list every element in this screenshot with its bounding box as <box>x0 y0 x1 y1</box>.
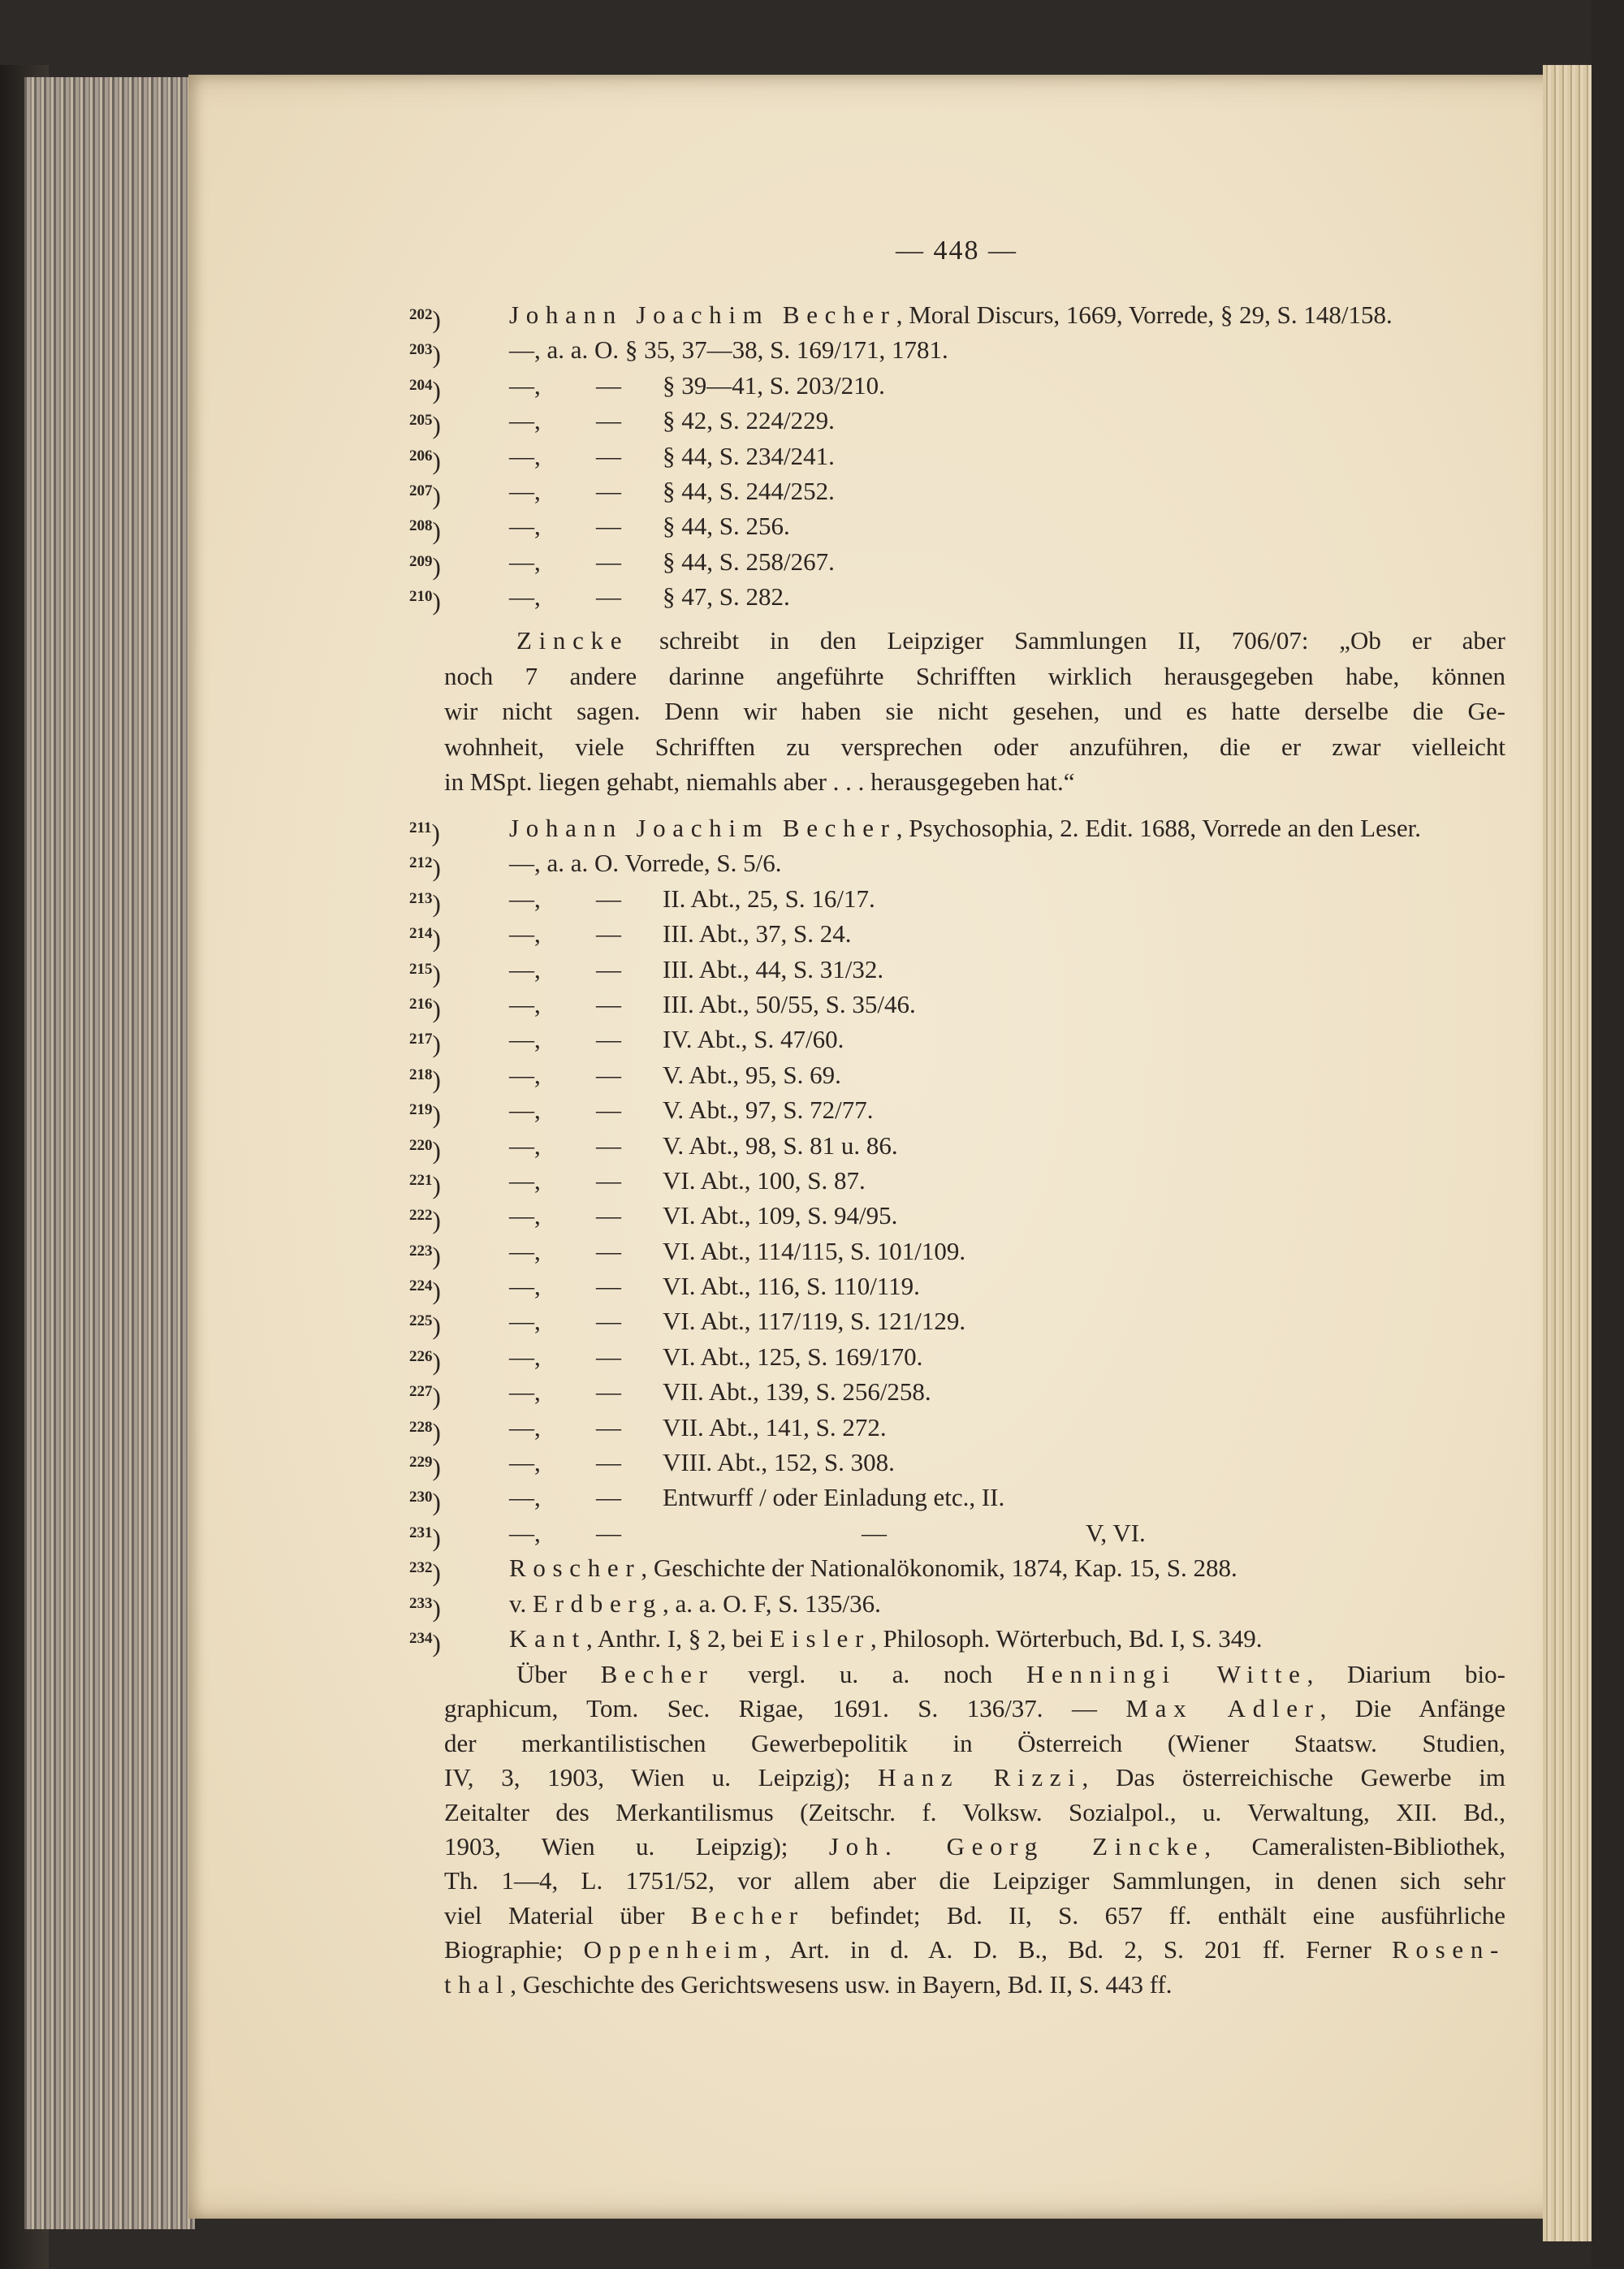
text-segment: wir nicht sagen. Denn wir haben sie nicht gesehen, und es hatte derselbe die Ge- <box>444 697 1505 726</box>
page-number: — 448 — <box>896 236 1017 266</box>
facing-page-edge <box>1543 65 1592 2241</box>
footnote-number: $^{214}$) <box>409 924 441 953</box>
footnote-number-text: 227 <box>409 1383 433 1401</box>
ditto-dash: — <box>596 1165 621 1195</box>
footnote-217 <box>409 1022 1514 1057</box>
text-segment: Über <box>516 1660 601 1688</box>
footnote-number-text: 212 <box>409 854 433 872</box>
paragraph-line <box>444 623 1505 659</box>
spaced-name: Zincke <box>516 626 629 655</box>
footnote-text: § 44, S. 258/267. <box>663 547 835 576</box>
bibliography-paragraph <box>444 1657 1505 2002</box>
spaced-name: Henningi Witte <box>1026 1660 1307 1688</box>
text-segment: , Anthr. I, § 2, bei <box>585 1623 770 1653</box>
paragraph-line <box>444 659 1505 694</box>
footnote-number: $^{219}$) <box>409 1100 441 1130</box>
ditto-dash: —, <box>509 884 541 913</box>
ditto-dash: —, <box>509 1342 541 1371</box>
footnote-number: $^{211}$) <box>409 819 440 847</box>
paragraph-line <box>444 1864 1505 1898</box>
footnote-text <box>509 1621 1262 1656</box>
footnotes-block-1 <box>409 297 1514 615</box>
footnote-number: $^{221}$) <box>409 1170 441 1199</box>
ditto-dash: — <box>596 1342 621 1371</box>
footnote-number: $^{209}$) <box>409 551 441 581</box>
page-stack-edge <box>24 77 195 2229</box>
paragraph-line <box>444 1830 1505 1864</box>
footnote-number-text: 203 <box>409 341 433 359</box>
footnote-number-text: 211 <box>409 819 432 836</box>
ditto-dash: — <box>596 370 621 400</box>
ditto-dash: —, <box>509 547 541 576</box>
footnote-number: $^{213}$) <box>409 888 441 918</box>
footnote-text: § 42, S. 224/229. <box>663 406 835 435</box>
footnote-230 <box>409 1480 1514 1515</box>
footnote-number-text: 217 <box>409 1031 433 1048</box>
ditto-dash: — <box>596 512 621 541</box>
text-segment: v. <box>509 1588 533 1618</box>
footnote-text: III. Abt., 44, S. 31/32. <box>663 954 884 983</box>
footnote-210 <box>409 579 1514 614</box>
ditto-dash: —, <box>509 919 541 949</box>
paragraph-line <box>444 1796 1505 1830</box>
footnote-text: VI. Abt., 125, S. 169/170. <box>663 1342 923 1371</box>
spaced-name: Hanz Rizzi <box>878 1763 1082 1792</box>
footnote-text: VII. Abt., 141, S. 272. <box>663 1412 887 1441</box>
paragraph-line <box>444 729 1505 765</box>
footnote-text: VI. Abt., 100, S. 87. <box>663 1165 866 1195</box>
ditto-dash: —, <box>509 1377 541 1407</box>
footnote-text: V. Abt., 97, S. 72/77. <box>663 1096 874 1125</box>
footnote-number-text: 204 <box>409 376 433 394</box>
text-segment: der merkantilistischen Gewerbepolitik in Österreich (Wiener Staatsw. Studien, <box>444 1728 1505 1757</box>
spaced-name: Oppenheim <box>583 1935 765 1964</box>
text-segment: noch 7 andere darinne angeführte Schrifften wirklich herausgegeben habe, können <box>444 661 1505 690</box>
footnote-212 <box>409 845 1514 883</box>
footnote-202 <box>409 297 1514 332</box>
text-segment: Zeitalter des Merkantilismus (Zeitschr. f. Volksw. Sozialpol., u. Verwaltung, XII. Bd., <box>444 1797 1505 1826</box>
footnote-208 <box>409 508 1514 546</box>
footnote-number: $^{217}$) <box>409 1030 441 1059</box>
ditto-dash: —, <box>509 1236 541 1265</box>
footnote-221 <box>409 1163 1514 1198</box>
text-segment: vergl. u. a. noch <box>714 1660 1026 1688</box>
footnote-number: $^{234}$) <box>409 1628 441 1657</box>
ditto-dash: —, <box>509 1448 541 1477</box>
ditto-dash: —, <box>509 512 541 541</box>
footnote-number-text: 207 <box>409 482 433 499</box>
footnote-223 <box>409 1234 1514 1268</box>
footnote-text: VI. Abt., 116, S. 110/119. <box>663 1272 920 1301</box>
footnote-219 <box>409 1092 1514 1130</box>
footnote-number-text: 232 <box>409 1559 433 1577</box>
paragraph-line <box>444 1727 1505 1761</box>
ditto-dash: —, <box>509 582 541 612</box>
text-segment: 1903, Wien u. Leipzig); <box>444 1831 829 1861</box>
ditto-dash: —, <box>509 1060 541 1089</box>
ditto-dash: — <box>596 1377 621 1407</box>
ditto-dash: — <box>596 1412 621 1441</box>
text-segment: , Geschichte der Nationalökonomik, 1874, Kap. 15, S. 288. <box>641 1554 1237 1583</box>
spaced-name: Eisler <box>769 1623 870 1653</box>
text-segment: , Diarium bio- <box>1307 1660 1505 1688</box>
footnote-number: $^{231}$) <box>409 1523 441 1552</box>
ditto-dash: —, <box>509 1201 541 1230</box>
ditto-dash: — <box>596 406 621 435</box>
footnote-number-text: 222 <box>409 1207 433 1225</box>
paragraph-line <box>444 1761 1505 1795</box>
text-segment: , Psychosophia, 2. Edit. 1688, Vorrede an den Leser. <box>896 814 1422 842</box>
paragraph-line <box>444 1968 1505 2002</box>
ditto-dash: — <box>596 582 621 612</box>
footnote-number-text: 205 <box>409 412 433 430</box>
footnote-number-text: 214 <box>409 925 433 943</box>
ditto-dash: —, <box>509 1412 541 1441</box>
footnote-number: $^{212}$) <box>409 854 441 883</box>
footnote-number-text: 226 <box>409 1347 433 1365</box>
footnote-number-text: 233 <box>409 1594 433 1612</box>
text-segment: , Philosoph. Wörterbuch, Bd. I, S. 349. <box>870 1623 1263 1653</box>
ditto-dash: — <box>862 1518 887 1547</box>
footnote-number-text: 220 <box>409 1136 433 1154</box>
footnote-text: IV. Abt., S. 47/60. <box>663 1025 844 1054</box>
footnote-text <box>509 1550 1237 1585</box>
spaced-name: Kant <box>509 1623 586 1653</box>
footnote-number: $^{215}$) <box>409 959 441 988</box>
footnote-227 <box>409 1374 1514 1409</box>
text-segment: , Cameralisten-Bibliothek, <box>1204 1831 1506 1861</box>
footnote-number: $^{204}$) <box>409 375 441 404</box>
footnote-text: Entwurff / oder Einladung etc., II. <box>663 1483 1005 1512</box>
footnote-number: $^{222}$) <box>409 1206 441 1235</box>
footnote-number: $^{233}$) <box>409 1593 441 1623</box>
ditto-dash: — <box>596 1518 621 1547</box>
footnote-number-text: 224 <box>409 1277 433 1295</box>
spaced-name: Erdberg <box>533 1588 663 1618</box>
footnote-number: $^{203}$) <box>409 340 441 370</box>
footnote-207 <box>409 473 1514 508</box>
footnote-number-text: 230 <box>409 1489 433 1506</box>
footnote-text: VI. Abt., 114/115, S. 101/109. <box>663 1236 966 1265</box>
ditto-dash: —, <box>509 1307 541 1336</box>
ditto-dash: — <box>596 1025 621 1054</box>
footnote-number: $^{230}$) <box>409 1488 441 1517</box>
footnote-number-text: 215 <box>409 960 433 978</box>
ditto-dash: — <box>596 884 621 913</box>
footnote-text: VI. Abt., 117/119, S. 121/129. <box>663 1307 966 1336</box>
footnote-number: $^{226}$) <box>409 1346 441 1376</box>
ditto-dash: —, <box>509 1483 541 1512</box>
ditto-dash: — <box>596 919 621 949</box>
paragraph-line <box>444 1933 1505 1967</box>
footnote-225 <box>409 1303 1514 1341</box>
footnote-number: $^{210}$) <box>409 587 441 616</box>
footnote-205 <box>409 403 1514 438</box>
ditto-dash: —, <box>509 370 541 400</box>
footnotes-block-2 <box>409 810 1514 1656</box>
ditto-dash: — <box>596 1272 621 1301</box>
text-segment: in MSpt. liegen gehabt, niemahls aber . . . herausgegeben hat.“ <box>444 767 1075 797</box>
footnote-233 <box>409 1586 1514 1621</box>
footnote-203 <box>409 332 1514 370</box>
footnote-number: $^{225}$) <box>409 1312 441 1341</box>
spaced-name: Rosen- <box>1392 1935 1505 1964</box>
footnote-218 <box>409 1057 1514 1092</box>
footnote-211 <box>409 810 1514 845</box>
footnote-213 <box>409 881 1514 916</box>
footnote-number-text: 208 <box>409 517 433 535</box>
footnote-number-text: 231 <box>409 1523 433 1541</box>
ditto-dash: —, <box>509 406 541 435</box>
footnote-text <box>509 1586 881 1621</box>
paragraph-line <box>444 1657 1505 1692</box>
footnote-text: § 47, S. 282. <box>663 582 790 612</box>
footnote-number: $^{202}$) <box>409 305 441 334</box>
spaced-name: Becher <box>690 1900 805 1930</box>
footnote-text: II. Abt., 25, S. 16/17. <box>663 884 875 913</box>
ditto-dash: —, <box>509 1518 541 1547</box>
paragraph-line <box>444 764 1505 800</box>
paragraph-line <box>444 1692 1505 1726</box>
footnote-number: $^{227}$) <box>409 1382 441 1411</box>
footnote-text: VII. Abt., 139, S. 256/258. <box>663 1377 931 1407</box>
footnote-text <box>509 332 948 367</box>
background-edge <box>1592 0 1624 2269</box>
footnote-text <box>509 810 1421 845</box>
ditto-dash: — <box>596 1201 621 1230</box>
ditto-dash: — <box>596 441 621 470</box>
footnote-text: V. Abt., 95, S. 69. <box>663 1060 841 1089</box>
quote-paragraph <box>444 623 1505 800</box>
footnote-number: $^{229}$) <box>409 1453 441 1482</box>
footnote-number: $^{228}$) <box>409 1417 441 1446</box>
ditto-dash: — <box>596 1483 621 1512</box>
ditto-dash: — <box>596 1096 621 1125</box>
text-segment: Biographie; <box>444 1935 584 1964</box>
footnote-204 <box>409 368 1514 403</box>
ditto-dash: —, <box>509 441 541 470</box>
footnote-number-text: 213 <box>409 889 433 907</box>
footnote-number-text: 206 <box>409 447 433 465</box>
ditto-dash: — <box>596 1307 621 1336</box>
footnote-text: § 44, S. 256. <box>663 512 790 541</box>
footnote-220 <box>409 1128 1514 1163</box>
ditto-dash: —, <box>509 476 541 505</box>
ditto-dash: — <box>596 954 621 983</box>
text-segment: graphicum, Tom. Sec. Rigae, 1691. S. 136/37. — <box>444 1694 1126 1723</box>
ditto-dash: —, <box>509 1025 541 1054</box>
spaced-name: thal <box>444 1969 511 1999</box>
ditto-dash: — <box>596 1236 621 1265</box>
footnote-number: $^{218}$) <box>409 1065 441 1094</box>
footnote-number: $^{216}$) <box>409 994 441 1023</box>
footnote-number-text: 218 <box>409 1065 433 1083</box>
spaced-name: Johann Joachim Becher <box>509 814 896 842</box>
footnote-number: $^{208}$) <box>409 516 441 546</box>
footnote-text: V, VI. <box>1086 1518 1146 1547</box>
footnote-209 <box>409 544 1514 579</box>
footnote-224 <box>409 1268 1514 1306</box>
footnote-number: $^{220}$) <box>409 1135 441 1165</box>
footnote-229 <box>409 1445 1514 1480</box>
footnote-number: $^{232}$) <box>409 1558 441 1588</box>
spaced-name: Max Adler <box>1125 1694 1320 1723</box>
ditto-dash: —, <box>509 1272 541 1301</box>
footnote-text: III. Abt., 37, S. 24. <box>663 919 852 949</box>
spaced-name: Joh. Georg Zincke <box>828 1831 1205 1861</box>
footnote-234 <box>409 1621 1514 1656</box>
text-segment: viel Material über <box>444 1900 691 1930</box>
ditto-dash: — <box>596 476 621 505</box>
text-segment: Th. 1—4, L. 1751/52, vor allem aber die Leipziger Sammlungen, in denen sich sehr <box>444 1866 1505 1895</box>
footnote-222 <box>409 1198 1514 1233</box>
ditto-dash: —, <box>509 1096 541 1125</box>
text-segment: schreibt in den Leipziger Sammlungen II, 706/07: „Ob er aber <box>628 626 1505 655</box>
footnote-number-text: 234 <box>409 1629 433 1647</box>
footnote-text <box>509 297 1393 332</box>
spaced-name: Roscher <box>509 1554 641 1583</box>
footnote-number-text: 202 <box>409 306 433 323</box>
footnote-228 <box>409 1410 1514 1445</box>
text-segment: , Das österreichische Gewerbe im <box>1082 1763 1505 1792</box>
footnote-text: III. Abt., 50/55, S. 35/46. <box>663 989 916 1018</box>
text-segment: IV, 3, 1903, Wien u. Leipzig); <box>444 1763 879 1792</box>
paragraph-line <box>444 694 1505 729</box>
footnote-number-text: 221 <box>409 1171 433 1189</box>
paragraph-line <box>444 1899 1505 1933</box>
text-segment: , a. a. O. F, S. 135/36. <box>663 1588 881 1618</box>
footnote-number: $^{205}$) <box>409 411 441 440</box>
spaced-name: Becher <box>600 1660 715 1688</box>
text-segment: , Moral Discurs, 1669, Vorrede, § 29, S. 148/158. <box>896 300 1393 329</box>
ditto-dash: —, <box>509 989 541 1018</box>
spaced-name: Johann Joachim Becher <box>509 300 896 329</box>
footnote-number-text: 219 <box>409 1101 433 1119</box>
footnote-text: VIII. Abt., 152, S. 308. <box>663 1448 895 1477</box>
text-segment: , Geschichte des Gerichtswesens usw. in Bayern, Bd. II, S. 443 ff. <box>510 1969 1173 1999</box>
ditto-dash: — <box>596 989 621 1018</box>
footnote-231 <box>409 1515 1514 1550</box>
text-segment: befindet; Bd. II, S. 657 ff. enthält eine ausführliche <box>804 1900 1505 1930</box>
footnote-214 <box>409 916 1514 951</box>
footnote-number-text: 209 <box>409 552 433 570</box>
footnote-text <box>509 845 782 880</box>
text-segment: wohnheit, viele Schrifften zu versprechen oder anzuführen, die er zwar vielleicht <box>444 732 1505 761</box>
footnote-number-text: 210 <box>409 588 433 606</box>
ditto-dash: — <box>596 1448 621 1477</box>
footnote-text: § 44, S. 234/241. <box>663 441 835 470</box>
ditto-dash: —, <box>509 954 541 983</box>
ditto-dash: — <box>596 547 621 576</box>
footnote-text: § 39—41, S. 203/210. <box>663 370 885 400</box>
footnote-number: $^{224}$) <box>409 1277 441 1306</box>
text-segment: —, a. a. O. § 35, 37—38, S. 169/171, 1781. <box>509 335 948 365</box>
footnote-number-text: 216 <box>409 995 433 1013</box>
footnote-206 <box>409 439 1514 473</box>
footnote-number: $^{206}$) <box>409 446 441 475</box>
text-segment: , Art. in d. A. D. B., Bd. 2, S. 201 ff. Ferner <box>764 1935 1393 1964</box>
footnote-number-text: 225 <box>409 1312 433 1330</box>
footnote-number-text: 229 <box>409 1454 433 1472</box>
text-segment: , Die Anfänge <box>1320 1694 1506 1723</box>
footnote-215 <box>409 952 1514 987</box>
footnote-226 <box>409 1339 1514 1374</box>
ditto-dash: — <box>596 1060 621 1089</box>
footnote-text: V. Abt., 98, S. 81 u. 86. <box>663 1130 898 1160</box>
footnote-216 <box>409 987 1514 1022</box>
text-segment: —, a. a. O. Vorrede, S. 5/6. <box>509 849 782 878</box>
ditto-dash: —, <box>509 1165 541 1195</box>
footnote-number-text: 223 <box>409 1242 433 1260</box>
ditto-dash: — <box>596 1130 621 1160</box>
footnote-text: § 44, S. 244/252. <box>663 476 835 505</box>
footnote-232 <box>409 1550 1514 1588</box>
footnote-number-text: 228 <box>409 1418 433 1436</box>
ditto-dash: —, <box>509 1130 541 1160</box>
footnote-number: $^{223}$) <box>409 1241 441 1270</box>
footnote-text: VI. Abt., 109, S. 94/95. <box>663 1201 898 1230</box>
footnote-number: $^{207}$) <box>409 481 441 510</box>
